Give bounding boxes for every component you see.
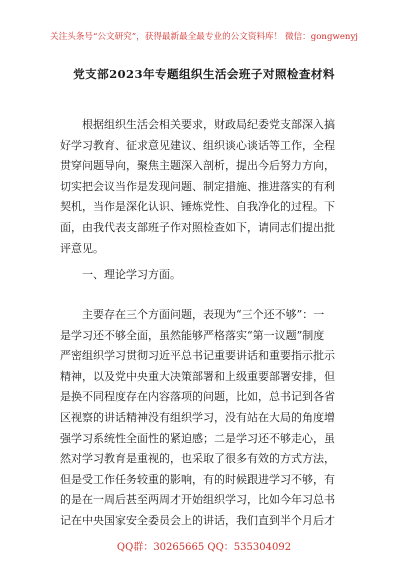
- intro-line: 契机，当作是深化认识、锤炼党性、自我净化的过程。下: [60, 200, 335, 214]
- body-line: 是学习还不够全面，虽然能够严格落实“第一议题”制度: [60, 328, 325, 342]
- intro-line: 切实把会议当作是发现问题、制定措施、推进落实的有利: [60, 179, 335, 193]
- body-line: 的是在一周后甚至两周才开始组织学习，比如今年习总书: [60, 493, 335, 507]
- intro-line: 评意见。: [60, 241, 104, 255]
- body-line: 是换不同程度存在内容落项的问题，比如，总书记到各省: [60, 390, 335, 404]
- intro-line: 面，由我代表支部班子作对照检查如下，请同志们提出批: [60, 220, 335, 234]
- body-line: 记在中央国家安全委员会上的讲话，我们直到半个月后才: [60, 513, 335, 527]
- body-line: 区视察的讲话精神没有组织学习，没有站在大局的角度增: [60, 410, 335, 424]
- body-paragraph: [60, 305, 354, 532]
- body-line: 主要存在三个方面问题，表现为“三个还不够”：一: [82, 308, 325, 321]
- intro-line: 贯穿问题导向，聚焦主题深入剖析，提出今后努力方向，: [60, 159, 335, 173]
- intro-line: 好学习教育、征求意见建议、组织谈心谈话等工作，全程: [60, 138, 335, 152]
- intro-line: 根据组织生活会相关要求，财政局纪委党支部深入搞: [82, 118, 335, 131]
- body-line: 强学习系统性全面性的紧迫感；二是学习还不够走心，虽: [60, 431, 335, 445]
- body-line: 但是受工作任务较重的影响，有的时候跟进学习不够，有: [60, 472, 335, 486]
- body-line: 严密组织学习贯彻习近平总书记重要讲话和重要指示批示: [60, 349, 335, 363]
- section-heading: [60, 265, 354, 286]
- intro-paragraph: [60, 115, 354, 259]
- footer-contact: QQ群：30265665 QQ：535304092: [116, 542, 292, 553]
- body-line: 精神，以及党中央重大决策部署和上级重要部署安排，但: [60, 369, 335, 383]
- document-title: 党支部2023年专题组织生活会班子对照检查材料: [73, 67, 335, 81]
- section-heading-text: 一、理论学习方面。: [82, 268, 181, 281]
- header-promo-notice: 关注头条号“公文研究”，获得最新最全最专业的公文资料库！ 微信：gongwenyj: [50, 32, 358, 42]
- body-line: 然对学习教育是重视的，也采取了很多有效的方式方法，: [60, 452, 335, 466]
